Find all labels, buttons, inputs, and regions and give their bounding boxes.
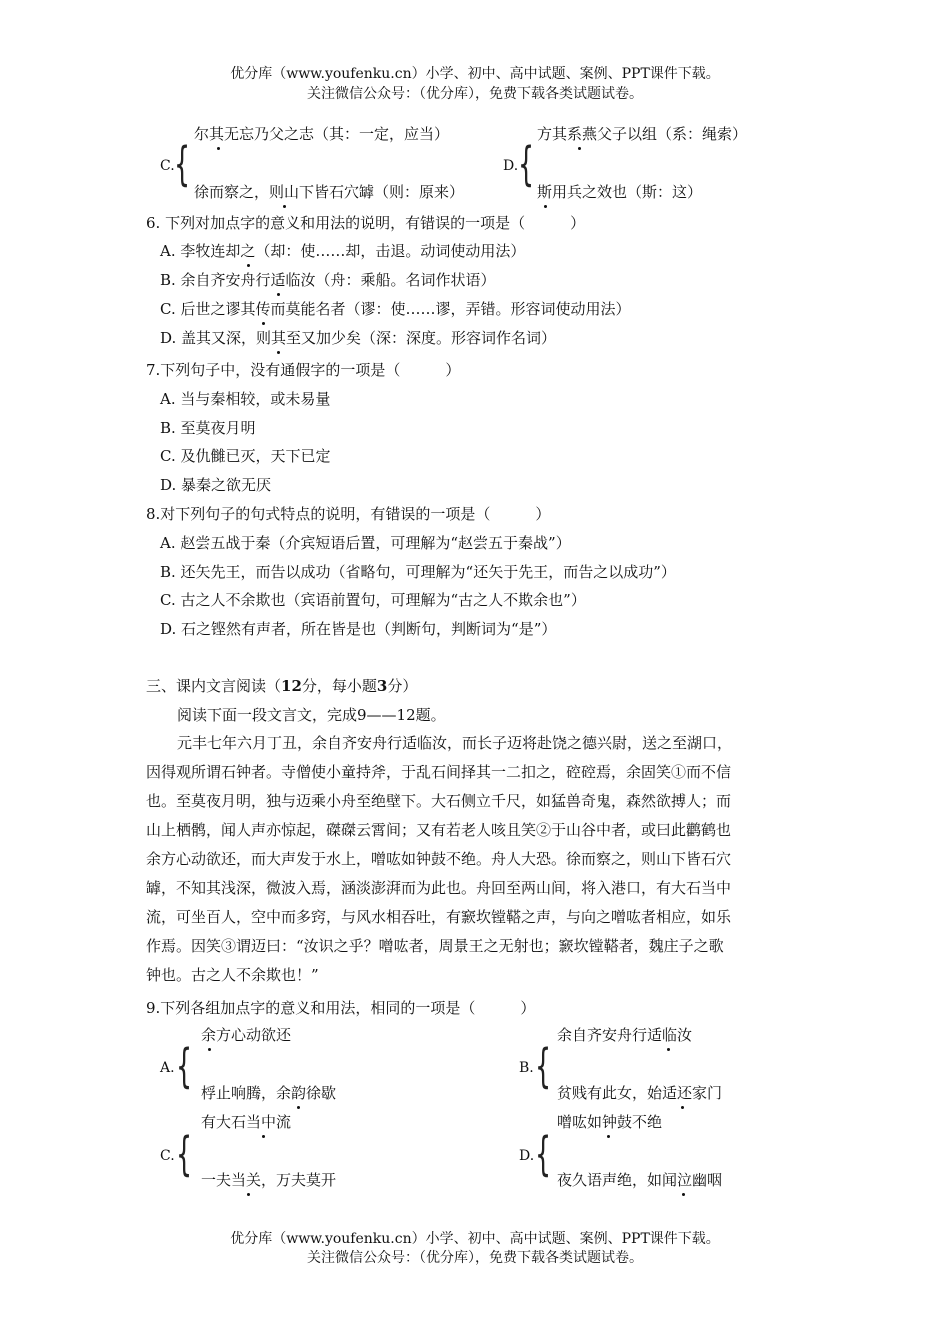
emphasis-dot [262,322,265,325]
section3-each-score: 3 [376,677,388,695]
q9-option-c-bottom: 一夫当关，万夫莫开 [201,1171,337,1189]
section3-title-post: 分） [387,677,418,695]
emphasis-dot [262,1135,265,1138]
q8-option-a: A. 赵尝五战于秦（介宾短语后置，可理解为“赵尝五于秦战”） [160,534,571,552]
brace-q9-b: { [535,1039,552,1093]
q8-stem: 8.对下列句子的句式特点的说明，有错误的一项是（ ） [146,505,551,523]
q9-option-b-top: 余自齐安舟行适临汝 [557,1026,693,1044]
emphasis-dot [247,264,250,267]
footer-line-1: 优分库（www.youfenku.cn）小学、初中、高中试题、案例、PPT课件下载。 [230,1231,720,1247]
q9-option-c-label: C. [160,1148,175,1164]
emphasis-dot [247,1193,250,1196]
footer-line-2: 关注微信公众号：（优分库），免费下载各类试题试卷。 [307,1250,643,1266]
q9-option-d-bottom: 夜久语声绝，如闻泣幽咽 [557,1171,723,1189]
passage-line: 余方心动欲还，而大声发于水上，噌吰如钟鼓不绝。舟人大恐。徐而察之，则山下皆石穴 [146,850,732,868]
passage-line: 因得观所谓石钟者。寺僧使小童持斧，于乱石间择其一二扣之，硿硿焉，余固笑①而不信 [146,763,732,781]
passage-line: 作焉。因笑③谓迈曰：“汝识之乎？噌吰者，周景王之无射也；窾坎镗鞳者，魏庄子之歌 [146,937,724,955]
brace-q9-d: { [535,1127,552,1181]
emphasis-dot [277,351,280,354]
emphasis-dot [217,147,220,150]
passage-line: 也。至莫夜月明，独与迈乘小舟至绝壁下。大石侧立千尺，如猛兽奇鬼，森然欲搏人；而 [146,792,732,810]
section3-instruction: 阅读下面一段文言文，完成9——12题。 [177,706,446,724]
emphasis-dot [682,1193,685,1196]
brace-q5-c: { [174,137,191,191]
passage-line: 元丰七年六月丁丑，余自齐安舟行适临汝，而长子迈将赴饶之德兴尉，送之至湖口， [177,734,733,752]
q5-option-d-bottom: 斯用兵之效也（斯：这） [537,183,703,201]
section3-total-score: 12 [281,677,302,695]
q9-option-a-bottom: 桴止响腾，余韵徐歇 [201,1084,337,1102]
q5-option-c-label: C. [160,158,175,174]
emphasis-dot [607,1135,610,1138]
emphasis-dot [208,1048,211,1051]
q6-option-c: C. 后世之谬其传而莫能名者（谬：使……谬，弄错。形容词使动用法） [160,300,631,318]
q5-option-c-top: 尔其无忘乃父之志（其：一定，应当） [194,125,450,143]
q6-option-a: A. 李牧连却之（却：使……却，击退。动词使动用法） [160,242,526,260]
q7-option-d: D. 暴秦之欲无厌 [160,476,272,494]
emphasis-dot [297,1106,300,1109]
section3-title [146,676,417,696]
q5-option-d-top: 方其系燕父子以组（系：绳索） [537,125,748,143]
q5-option-d-label: D. [503,158,519,174]
q9-option-c-top: 有大石当中流 [201,1113,292,1131]
q7-option-c: C. 及仇雠已灭，天下已定 [160,447,331,465]
q6-stem: 6. 下列对加点字的意义和用法的说明，有错误的一项是（ ） [146,214,586,232]
q7-option-a: A. 当与秦相较，或未易量 [160,390,331,408]
q9-option-a-label: A. [160,1060,175,1076]
q7-stem: 7.下列句子中，没有通假字的一项是（ ） [146,361,461,379]
q9-option-d-label: D. [519,1148,535,1164]
brace-q9-c: { [176,1127,193,1181]
emphasis-dot [681,1106,684,1109]
q8-option-b: B. 还矢先王，而告以成功（省略句，可理解为“还矢于先王，而告之以成功”） [160,563,676,581]
passage-line: 流，可坐百人，空中而多窍，与风水相吞吐，有窾坎镗鞳之声，与向之噌吰者相应，如乐 [146,908,732,926]
emphasis-dot [667,1048,670,1051]
brace-q5-d: { [518,137,535,191]
q6-option-b: B. 余自齐安舟行适临汝（舟：乘船。名词作状语） [160,271,496,289]
q5-option-c-bottom: 徐而察之，则山下皆石穴罅（则：原来） [194,183,465,201]
emphasis-dot [578,147,581,150]
emphasis-dot [283,205,286,208]
q9-stem: 9.下列各组加点字的意义和用法，相同的一项是（ ） [146,999,536,1017]
emphasis-dot [544,205,547,208]
passage-line: 罅，不知其浅深，微波入焉，涵淡澎湃而为此也。舟回至两山间，将入港口，有大石当中 [146,879,732,897]
passage-line: 钟也。古之人不余欺也！” [146,966,319,984]
q9-option-d-top: 噌吰如钟鼓不绝 [557,1113,663,1131]
passage-line: 山上栖鹘，闻人声亦惊起，磔磔云霄间；又有若老人咳且笑②于山谷中者，或曰此鹳鹤也 [146,821,732,839]
section3-title-mid: 分，每小题 [301,677,377,695]
brace-q9-a: { [176,1039,193,1093]
q9-option-b-bottom: 贫贱有此女，始适还家门 [557,1084,723,1102]
header-line-1: 优分库（www.youfenku.cn）小学、初中、高中试题、案例、PPT课件下载。 [230,66,720,82]
emphasis-dot [277,293,280,296]
q8-option-d: D. 石之铿然有声者，所在皆是也（判断句，判断词为“是”） [160,620,557,638]
q7-option-b: B. 至莫夜月明 [160,419,256,437]
header-line-2: 关注微信公众号：（优分库），免费下载各类试题试卷。 [307,86,643,102]
q6-option-d: D. 盖其又深，则其至又加少矣（深：深度。形容词作名词） [160,329,557,347]
q9-option-a-top: 余方心动欲还 [201,1026,292,1044]
section3-title-pre: 三、课内文言阅读（ [146,677,282,695]
q9-option-b-label: B. [519,1060,534,1076]
q8-option-c: C. 古之人不余欺也（宾语前置句，可理解为“古之人不欺余也”） [160,591,586,609]
